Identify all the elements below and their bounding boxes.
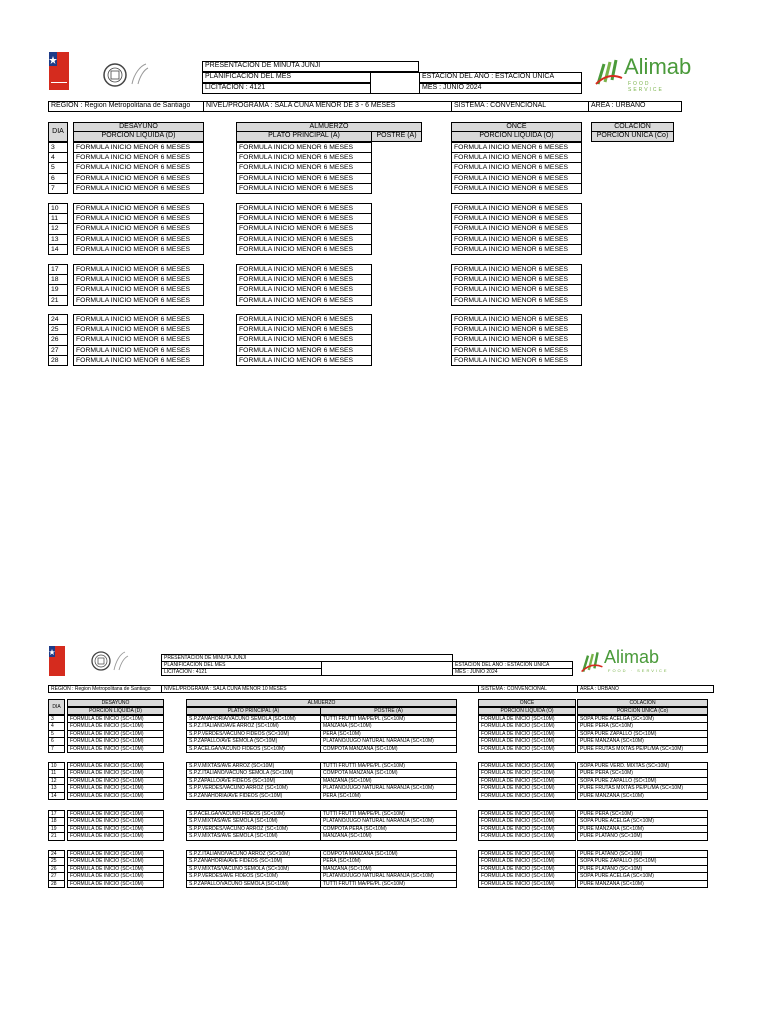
almuerzo-cell: FORMULA INICIO MENOR 6 MESES [237,143,371,153]
once-cell: FORMULA INICIO MENOR 6 MESES [452,163,581,173]
week-2-dias [48,203,68,255]
once-cell: FORMULA INICIO MENOR 6 MESES [452,153,581,163]
once-cell: FORMULA DE INICIO (SC<10M) [481,880,555,887]
week-3-plato [186,810,321,841]
dia-header: DIA [48,122,68,142]
alimab-logo [580,646,680,678]
week-1-dias [48,142,68,194]
colacion-cell: PURE MANZANA (SC<10M) [580,880,644,887]
colacion-header: COLACION [591,122,674,132]
week-3-desayuno [73,264,204,306]
plato-cell: S.P.P.VERDES/VACUNO ARROZ (SC<10M) [187,826,320,833]
plato-cell: S.P.ZAPALLO/AVE SEMOLA (SC<10M) [187,738,320,745]
colacion-header: COLACION [577,699,708,707]
week-3-almuerzo [236,264,372,306]
once-cell: FORMULA INICIO MENOR 6 MESES [452,204,581,214]
plato-cell: S.P.P.VERDES/AVE FIDEOS (SC<10M) [187,873,320,880]
planificacion-label: PLANIFICACION DEL MES [202,72,371,83]
desayuno-cell: FORMULA INICIO MENOR 6 MESES [74,153,203,163]
desayuno-cell: FORMULA DE INICIO (SC<10M) [68,723,163,730]
once-cell: FORMULA DE INICIO (SC<10M) [481,792,555,799]
once-cell: FORMULA DE INICIO (SC<10M) [479,785,575,792]
dia-cell: 24 [49,851,64,858]
plato-cell: S.P.P.VERDES/VACUNO ARROZ (SC<10M) [187,785,320,792]
dia-cell: 11 [49,214,67,224]
dia-cell: 12 [49,778,64,785]
almuerzo-cell: FORMULA INICIO MENOR 6 MESES [237,346,371,356]
once-cell: FORMULA DE INICIO (SC<10M) [479,873,575,880]
once-cell: FORMULA INICIO MENOR 6 MESES [452,335,581,345]
dia-cell: 5 [49,163,67,173]
dia-cell: 28 [51,880,57,887]
almuerzo-cell: FORMULA INICIO MENOR 6 MESES [237,214,371,224]
desayuno-subheader: PORCION LIQUIDA (D) [67,707,164,715]
colacion-cell: PURE PERA (SC<10M) [578,723,707,730]
once-cell: FORMULA DE INICIO (SC<10M) [481,745,555,752]
week-3-once [451,264,582,306]
colacion-cell: PURE PERA (SC<10M) [578,811,707,818]
week-3-dias [48,264,68,306]
dia-cell: 5 [49,731,64,738]
dia-cell: 25 [49,858,64,865]
colacion-cell: PURE FRUTAS MIXTAS PE/PL/MA (SC<10M) [578,785,707,792]
desayuno-cell: FORMULA DE INICIO (SC<10M) [70,880,144,887]
once-cell: FORMULA DE INICIO (SC<10M) [479,731,575,738]
sistema-label: SISTEMA : CONVENCIONAL [451,101,589,112]
once-subheader: PORCION LIQUIDA (O) [478,707,576,715]
once-cell: FORMULA INICIO MENOR 6 MESES [452,143,581,153]
plato-cell: S.P.ACELGA/VACUNO FIDEOS (SC<10M) [187,811,320,818]
junji-seal-logo [90,648,130,674]
almuerzo-cell: FORMULA INICIO MENOR 6 MESES [237,265,371,275]
almuerzo-cell: FORMULA INICIO MENOR 6 MESES [237,335,371,345]
dia-cell: 6 [49,738,64,745]
once-cell: FORMULA DE INICIO (SC<10M) [479,723,575,730]
colacion-subheader: PORCION UNICA (Co) [577,707,708,715]
desayuno-cell: FORMULA INICIO MENOR 6 MESES [74,285,203,295]
plato-cell: S.P.V.MIXTAS/AVE ARROZ (SC<10M) [187,763,320,770]
colacion-cell: PURE MANZANA (SC<10M) [580,792,644,799]
once-cell: FORMULA DE INICIO (SC<10M) [479,763,575,770]
dia-cell: 27 [49,346,67,356]
plato-principal-header: PLATO PRINCIPAL (A) [236,131,372,142]
mes-label: MES : JUNIO 2024 [419,83,582,94]
almuerzo-cell: FORMULA INICIO MENOR 6 MESES [237,235,371,245]
sistema-label: SISTEMA : CONVENCIONAL [478,685,578,693]
desayuno-cell: FORMULA INICIO MENOR 6 MESES [74,163,203,173]
almuerzo-cell: FORMULA INICIO MENOR 6 MESES [237,315,371,325]
once-subheader: PORCION LIQUIDA (O) [451,131,582,142]
gobierno-logo [49,646,65,676]
plato-cell: S.P.Z.ITALIANO/VACUNO SEMOLA (SC<10M) [187,770,320,777]
week-2-desayuno [73,203,204,255]
colacion-cell: SOPA PURE ZAPALLO (SC<10M) [578,858,707,865]
plato-cell: S.P.V.MIXTAS/AVE SEMOLA (SC<10M) [189,833,278,840]
dia-cell: 14 [51,792,57,799]
desayuno-cell: FORMULA DE INICIO (SC<10M) [70,792,144,799]
plato-cell: S.P.ZAPALLO/VACUNO SEMOLA (SC<10M) [189,880,289,887]
dia-cell: 12 [49,224,67,234]
desayuno-cell: FORMULA INICIO MENOR 6 MESES [76,296,191,304]
desayuno-header: DESAYUNO [67,699,164,707]
once-cell: FORMULA DE INICIO (SC<10M) [479,778,575,785]
postre-cell: TUTTI FRUTTI MA/PE/PL (SC<10M) [323,880,405,887]
dia-cell: 26 [49,866,64,873]
colacion-subheader: PORCION UNICA (Co) [591,131,674,142]
week-1-almuerzo [236,142,372,194]
week-1-once [451,142,582,194]
week-3-desayuno [67,810,164,841]
once-cell: FORMULA INICIO MENOR 6 MESES [452,265,581,275]
dia-cell: 19 [49,826,64,833]
week-2-postre [320,762,457,800]
week-2-desayuno [67,762,164,800]
colacion-cell: PURE PLATANO (SC<10M) [578,851,707,858]
almuerzo-cell: FORMULA INICIO MENOR 6 MESES [237,163,371,173]
colacion-cell: SOPA PURE ACELGA (SC<10M) [578,818,707,825]
dia-cell: 13 [49,785,64,792]
food-service-tagline: FOOD · SERVICE [628,81,664,93]
postre-cell: MANZANA (SC<10M) [323,833,372,840]
week-1-dias [48,715,65,753]
region-label: REGION : Region Metropolitana de Santiago [48,101,204,112]
colacion-cell: SOPA PURE ZAPALLO (SC<10M) [578,731,707,738]
postre-cell: TUTTI FRUTTI MA/PE/PL (SC<10M) [321,716,456,723]
desayuno-cell: FORMULA DE INICIO (SC<10M) [68,778,163,785]
week-2-almuerzo [236,203,372,255]
colacion-cell: PURE PLATANO (SC<10M) [580,833,643,840]
desayuno-cell: FORMULA DE INICIO (SC<10M) [68,873,163,880]
desayuno-cell: FORMULA INICIO MENOR 6 MESES [74,235,203,245]
dia-cell: 25 [49,325,67,335]
desayuno-cell: FORMULA DE INICIO (SC<10M) [68,785,163,792]
desayuno-cell: FORMULA DE INICIO (SC<10M) [68,818,163,825]
once-cell: FORMULA INICIO MENOR 6 MESES [454,356,569,364]
week-4-colacion [577,850,708,888]
dia-cell: 17 [49,265,67,275]
almuerzo-cell: FORMULA INICIO MENOR 6 MESES [237,275,371,285]
desayuno-cell: FORMULA DE INICIO (SC<10M) [70,745,144,752]
desayuno-cell: FORMULA DE INICIO (SC<10M) [68,731,163,738]
dia-cell: 10 [49,204,67,214]
dia-cell: 14 [51,245,59,253]
dia-cell: 21 [51,833,57,840]
postre-cell: PLATANO/JUGO NATURAL NARANJA (SC<10M) [321,738,456,745]
colacion-cell: PURE PERA (SC<10M) [578,770,707,777]
dia-cell: 4 [49,153,67,163]
once-cell: FORMULA DE INICIO (SC<10M) [479,738,575,745]
week-4-once [478,850,576,888]
postre-cell: PERA (SC<10M) [321,731,456,738]
desayuno-cell: FORMULA INICIO MENOR 6 MESES [74,335,203,345]
week-1-postre [320,715,457,753]
week-1-desayuno [73,142,204,194]
week-4-once [451,314,582,366]
postre-cell: PERA (SC<10M) [323,792,361,799]
desayuno-cell: FORMULA DE INICIO (SC<10M) [70,833,144,840]
dia-cell: 3 [49,716,64,723]
dia-cell: 18 [49,818,64,825]
once-cell: FORMULA INICIO MENOR 6 MESES [452,275,581,285]
desayuno-cell: FORMULA DE INICIO (SC<10M) [68,738,163,745]
week-2-colacion [577,762,708,800]
once-cell: FORMULA DE INICIO (SC<10M) [479,851,575,858]
alimab-wordmark: Alimab [604,647,660,667]
plato-cell: S.P.ACELGA/VACUNO FIDEOS (SC<10M) [189,745,285,752]
postre-header: POSTRE (A) [320,707,457,715]
desayuno-cell: FORMULA DE INICIO (SC<10M) [68,826,163,833]
week-4-dias [48,314,68,366]
dia-header: DIA [48,699,65,715]
postre-cell: COMPOTA PERA (SC<10M) [321,826,456,833]
week-2-once [451,203,582,255]
minuta-title: PRESENTACION DE MINUTA JUNJI [202,61,419,72]
almuerzo-cell: FORMULA INICIO MENOR 6 MESES [237,174,371,184]
dia-cell: 11 [49,770,64,777]
once-header: ONCE [451,122,582,132]
once-cell: FORMULA DE INICIO (SC<10M) [479,858,575,865]
week-1-colacion [577,715,708,753]
week-4-desayuno [73,314,204,366]
almuerzo-cell: FORMULA INICIO MENOR 6 MESES [237,325,371,335]
almuerzo-cell: FORMULA INICIO MENOR 6 MESES [239,184,354,192]
almuerzo-cell: FORMULA INICIO MENOR 6 MESES [237,285,371,295]
week-4-desayuno [67,850,164,888]
plato-cell: S.P.Z.ITALIANO/AVE ARROZ (SC<10M) [187,723,320,730]
week-2-plato [186,762,321,800]
colacion-cell: SOPA PURE ACELGA (SC<10M) [578,716,707,723]
area-label: AREA : URBANO [588,101,682,112]
postre-cell: COMPOTA MANZANA (SC<10M) [321,851,456,858]
colacion-cell: PURE PLATANO (SC<10M) [578,866,707,873]
once-cell: FORMULA INICIO MENOR 6 MESES [452,285,581,295]
week-1-once [478,715,576,753]
once-cell: FORMULA DE INICIO (SC<10M) [479,716,575,723]
dia-cell: 7 [51,184,55,192]
week-3-once [478,810,576,841]
food-service-tagline: FOOD · SERVICE [608,668,669,673]
almuerzo-cell: FORMULA INICIO MENOR 6 MESES [239,245,354,253]
once-cell: FORMULA DE INICIO (SC<10M) [479,826,575,833]
postre-cell: COMPOTA MANZANA (SC<10M) [323,745,398,752]
dia-cell: 13 [49,235,67,245]
desayuno-header: DESAYUNO [73,122,204,132]
week-2-dias [48,762,65,800]
colacion-cell: PURE MANZANA (SC<10M) [578,738,707,745]
week-4-postre [320,850,457,888]
alimab-wordmark: Alimab [624,54,692,79]
dia-cell: 18 [49,275,67,285]
colacion-cell: PURE FRUTAS MIXTAS PE/PL/MA (SC<10M) [580,745,684,752]
desayuno-cell: FORMULA INICIO MENOR 6 MESES [74,325,203,335]
postre-header: POSTRE (A) [371,131,422,142]
once-cell: FORMULA INICIO MENOR 6 MESES [452,174,581,184]
postre-cell: PLATANO/JUGO NATURAL NARANJA (SC<10M) [321,785,456,792]
postre-cell: PLATANO/JUGO NATURAL NARANJA (SC<10M) [321,873,456,880]
plato-cell: S.P.V.MIXTAS/AVE SEMOLA (SC<10M) [187,818,320,825]
desayuno-cell: FORMULA DE INICIO (SC<10M) [68,770,163,777]
dia-cell: 27 [49,873,64,880]
desayuno-cell: FORMULA INICIO MENOR 6 MESES [74,346,203,356]
desayuno-cell: FORMULA INICIO MENOR 6 MESES [74,174,203,184]
dia-cell: 26 [49,335,67,345]
postre-cell: MANZANA (SC<10M) [321,723,456,730]
week-3-colacion [577,810,708,841]
week-4-almuerzo [236,314,372,366]
blank-header-cell [321,661,453,676]
estacion-label: ESTACION DEL AÑO : ESTACION UNICA [452,661,573,669]
alimab-leaf-icon [594,58,624,86]
week-4-plato [186,850,321,888]
plato-cell: S.P.P.VERDES/VACUNO FIDEOS (SC<10M) [187,731,320,738]
once-cell: FORMULA DE INICIO (SC<10M) [479,770,575,777]
plato-cell: S.P.ZANAHORIA/AVE FIDEOS (SC<10M) [189,792,283,799]
dia-cell: 3 [49,143,67,153]
region-label: REGION : Region Metropolitana de Santiago [48,685,162,693]
estacion-label: ESTACION DEL AÑO : ESTACION UNICA [419,72,582,83]
area-label: AREA : URBANO [577,685,714,693]
desayuno-cell: FORMULA INICIO MENOR 6 MESES [74,143,203,153]
once-cell: FORMULA INICIO MENOR 6 MESES [452,315,581,325]
colacion-cell: PURE MANZANA (SC<10M) [578,826,707,833]
dia-cell: 17 [49,811,64,818]
colacion-cell: SOPA PURE ACELGA (SC<10M) [578,873,707,880]
almuerzo-cell: FORMULA INICIO MENOR 6 MESES [239,296,354,304]
licitacion-label: LICITACION : 4121 [161,668,322,676]
postre-cell: MANZANA (SC<10M) [321,866,456,873]
postre-cell: PERA (SC<10M) [321,858,456,865]
dia-cell: 7 [51,745,54,752]
week-1-desayuno [67,715,164,753]
dia-cell: 19 [49,285,67,295]
postre-cell: COMPOTA MANZANA (SC<10M) [321,770,456,777]
once-cell: FORMULA DE INICIO (SC<10M) [479,818,575,825]
mes-label: MES : JUNIO 2024 [452,668,573,676]
gobierno-logo [49,52,69,90]
desayuno-cell: FORMULA INICIO MENOR 6 MESES [76,184,191,192]
plato-cell: S.P.Z.ITALIANO/VACUNO ARROZ (SC<10M) [187,851,320,858]
dia-cell: 24 [49,315,67,325]
desayuno-cell: FORMULA INICIO MENOR 6 MESES [74,224,203,234]
desayuno-cell: FORMULA INICIO MENOR 6 MESES [74,214,203,224]
once-cell: FORMULA DE INICIO (SC<10M) [481,833,555,840]
plato-principal-header: PLATO PRINCIPAL (A) [186,707,321,715]
desayuno-cell: FORMULA DE INICIO (SC<10M) [68,763,163,770]
dia-cell: 28 [51,356,59,364]
dia-cell: 6 [49,174,67,184]
once-cell: FORMULA INICIO MENOR 6 MESES [452,325,581,335]
minuta-title: PRESENTACION DE MINUTA JUNJI [161,654,453,662]
colacion-cell: SOPA PURE VERD. MIXTAS (SC<10M) [578,763,707,770]
desayuno-cell: FORMULA DE INICIO (SC<10M) [68,811,163,818]
once-cell: FORMULA DE INICIO (SC<10M) [479,811,575,818]
desayuno-cell: FORMULA DE INICIO (SC<10M) [68,851,163,858]
dia-cell: 10 [49,763,64,770]
desayuno-cell: FORMULA INICIO MENOR 6 MESES [76,245,191,253]
plato-cell: S.P.ZANAHORIA/AVE FIDEOS (SC<10M) [187,858,320,865]
postre-cell: PLATANO/JUGO NATURAL NARANJA (SC<10M) [321,818,456,825]
once-header: ONCE [478,699,576,707]
once-cell: FORMULA INICIO MENOR 6 MESES [454,296,569,304]
week-2-once [478,762,576,800]
nivel-programa-label: NIVEL/PROGRAMA : SALA CUNA MENOR DE 3 - 6 MESES [203,101,452,112]
plato-cell: S.P.ZAPALLO/AVE FIDEOS (SC<10M) [187,778,320,785]
once-cell: FORMULA INICIO MENOR 6 MESES [454,245,569,253]
desayuno-cell: FORMULA DE INICIO (SC<10M) [68,866,163,873]
desayuno-cell: FORMULA INICIO MENOR 6 MESES [76,356,191,364]
alimab-leaf-icon [580,650,604,674]
week-1-plato [186,715,321,753]
once-cell: FORMULA DE INICIO (SC<10M) [479,866,575,873]
week-3-dias [48,810,65,841]
almuerzo-cell: FORMULA INICIO MENOR 6 MESES [237,204,371,214]
nivel-programa-label: NIVEL/PROGRAMA : SALA CUNA MENOR 10 MESES [161,685,479,693]
desayuno-cell: FORMULA INICIO MENOR 6 MESES [74,204,203,214]
postre-cell: TUTTI FRUTTI MA/PE/PL (SC<10M) [321,763,456,770]
week-3-postre [320,810,457,841]
almuerzo-cell: FORMULA INICIO MENOR 6 MESES [237,153,371,163]
planificacion-label: PLANIFICACION DEL MES [161,661,322,669]
once-cell: FORMULA INICIO MENOR 6 MESES [452,235,581,245]
desayuno-cell: FORMULA INICIO MENOR 6 MESES [74,275,203,285]
once-cell: FORMULA INICIO MENOR 6 MESES [452,214,581,224]
almuerzo-header: ALMUERZO [186,699,457,707]
plato-cell: S.P.V.MIXTAS/VACUNO SEMOLA (SC<10M) [187,866,320,873]
blank-header-cell [370,72,420,94]
colacion-cell: SOPA PURE ZAPALLO (SC<10M) [578,778,707,785]
almuerzo-header: ALMUERZO [236,122,422,132]
dia-cell: 4 [49,723,64,730]
desayuno-cell: FORMULA DE INICIO (SC<10M) [68,716,163,723]
desayuno-cell: FORMULA INICIO MENOR 6 MESES [74,265,203,275]
junji-seal-logo [102,60,152,90]
week-4-dias [48,850,65,888]
desayuno-cell: FORMULA INICIO MENOR 6 MESES [74,315,203,325]
desayuno-subheader: PORCION LIQUIDA (D) [73,131,204,142]
postre-cell: TUTTI FRUTTI MA/PE/PL (SC<10M) [321,811,456,818]
alimab-logo [594,52,694,92]
almuerzo-cell: FORMULA INICIO MENOR 6 MESES [239,356,354,364]
desayuno-cell: FORMULA DE INICIO (SC<10M) [68,858,163,865]
once-cell: FORMULA INICIO MENOR 6 MESES [452,224,581,234]
plato-cell: S.P.ZANAHORIA/VACUNO SEMOLA (SC<10M) [187,716,320,723]
licitacion-label: LICITACION : 4121 [202,83,371,94]
almuerzo-cell: FORMULA INICIO MENOR 6 MESES [237,224,371,234]
once-cell: FORMULA INICIO MENOR 6 MESES [452,346,581,356]
postre-cell: MANZANA (SC<10M) [321,778,456,785]
dia-cell: 21 [51,296,59,304]
once-cell: FORMULA INICIO MENOR 6 MESES [454,184,569,192]
